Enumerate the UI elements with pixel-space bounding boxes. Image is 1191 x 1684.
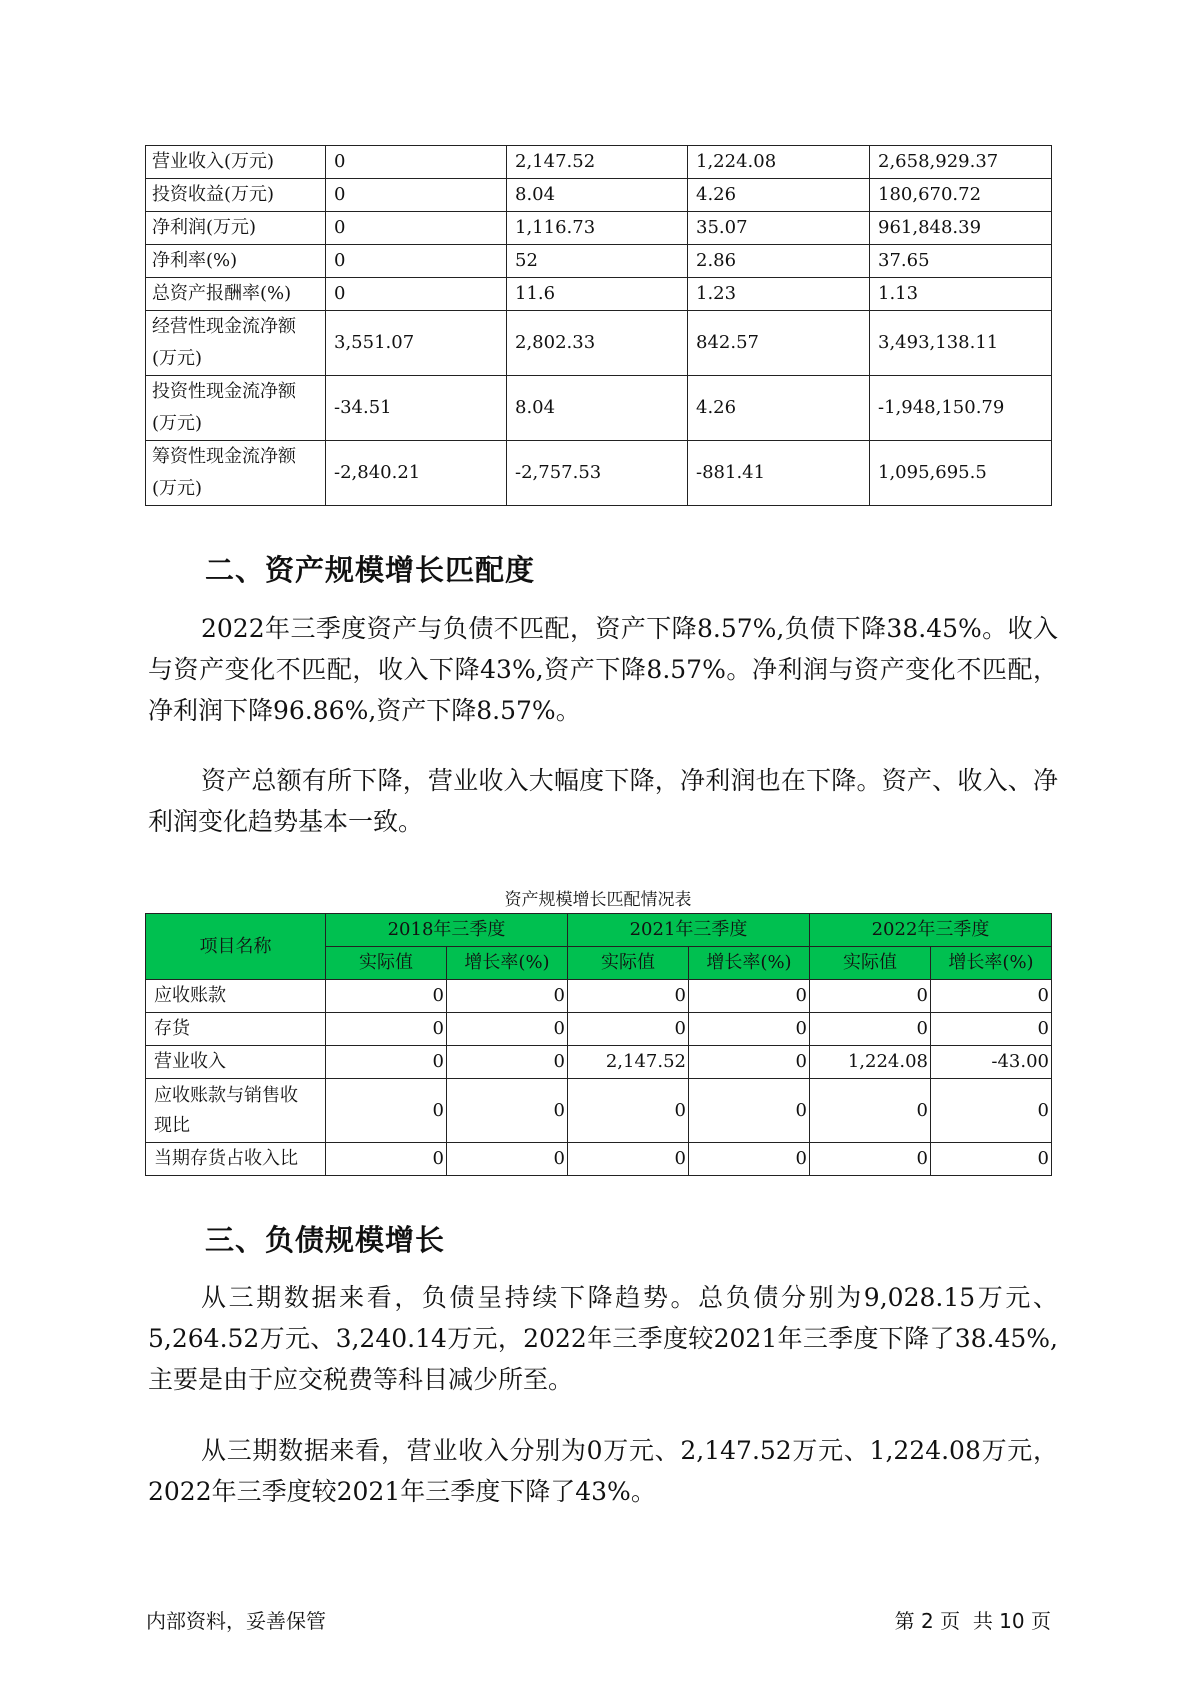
row-label: 总资产报酬率(%)	[146, 278, 326, 311]
cell: 0	[447, 980, 568, 1013]
cell: 1,224.08	[688, 146, 870, 179]
row-label	[146, 441, 326, 506]
table-row	[146, 441, 1052, 506]
cell: -2,840.21	[326, 441, 507, 506]
paragraph: 2022年三季度资产与负债不匹配，资产下降8.57%,负债下降38.45%。收入与资产变化不匹配，收入下降43%,资产下降8.57%。净利润与资产变化不匹配，净利润下降96.86%,资产下降8.57%。	[148, 614, 1058, 725]
cell: 0	[326, 1079, 447, 1143]
cell: 0	[689, 1143, 810, 1176]
row-label: 当期存货占收入比	[146, 1143, 326, 1176]
table-row	[146, 1013, 1052, 1046]
cell: -34.51	[326, 376, 507, 441]
table-row	[146, 278, 1052, 311]
cell: 0	[931, 1143, 1052, 1176]
cell: 2.86	[688, 245, 870, 278]
cell: 8.04	[507, 376, 688, 441]
cell: 0	[326, 212, 507, 245]
page-number: 第 2 页 共 10 页	[894, 1609, 1051, 1633]
cell: 961,848.39	[870, 212, 1052, 245]
cell: 0	[447, 1143, 568, 1176]
cell: 0	[931, 980, 1052, 1013]
cell: 2,147.52	[568, 1046, 689, 1079]
cell: 0	[326, 278, 507, 311]
cell: 1,224.08	[810, 1046, 931, 1079]
table-row	[146, 179, 1052, 212]
row-label: 营业收入	[146, 1046, 326, 1079]
cell: 0	[689, 980, 810, 1013]
cell: 1,095,695.5	[870, 441, 1052, 506]
cell: 0	[810, 1143, 931, 1176]
row-label: 应收账款	[146, 980, 326, 1013]
cell: 11.6	[507, 278, 688, 311]
cell: 0	[689, 1046, 810, 1079]
row-label	[146, 376, 326, 441]
cell: 1.13	[870, 278, 1052, 311]
section-heading: 二、资产规模增长匹配度	[205, 553, 536, 587]
row-label-line2: 现比	[154, 1114, 190, 1136]
table-row	[146, 311, 1052, 376]
cell: 2,147.52	[507, 146, 688, 179]
row-label-line1: 筹资性现金流净额	[152, 446, 296, 467]
cell: 0	[568, 1143, 689, 1176]
cell: 1.23	[688, 278, 870, 311]
header-row	[146, 914, 1052, 947]
table-row	[146, 1143, 1052, 1176]
cell: 0	[568, 1013, 689, 1046]
paragraph: 资产总额有所下降，营业收入大幅度下降，净利润也在下降。资产、收入、净利润变化趋势基本一致。	[148, 766, 1058, 836]
cell: 0	[447, 1079, 568, 1143]
header-period: 2021年三季度	[568, 914, 810, 947]
header-growth: 增长率(%)	[689, 947, 810, 980]
financial-indicators-table	[145, 145, 1052, 506]
row-label-line1: 应收账款与销售收	[154, 1084, 298, 1106]
cell: 4.26	[688, 179, 870, 212]
row-label-line1: 投资性现金流净额	[152, 381, 296, 402]
row-label: 营业收入(万元)	[146, 146, 326, 179]
cell: 2,802.33	[507, 311, 688, 376]
cell: 0	[568, 1079, 689, 1143]
cell: 3,493,138.11	[870, 311, 1052, 376]
cell: 52	[507, 245, 688, 278]
cell: 1,116.73	[507, 212, 688, 245]
header-period: 2022年三季度	[810, 914, 1052, 947]
cell: 0	[326, 179, 507, 212]
table-row	[146, 980, 1052, 1013]
cell: 0	[326, 1046, 447, 1079]
header-growth: 增长率(%)	[447, 947, 568, 980]
row-label-line1: 经营性现金流净额	[152, 316, 296, 337]
table-row	[146, 1079, 1052, 1143]
cell: 3,551.07	[326, 311, 507, 376]
cell: 0	[326, 980, 447, 1013]
row-label	[146, 1079, 326, 1143]
row-label: 存货	[146, 1013, 326, 1046]
asset-growth-match-table	[145, 913, 1052, 1176]
row-label	[146, 311, 326, 376]
cell: -881.41	[688, 441, 870, 506]
cell: 0	[689, 1013, 810, 1046]
cell: 2,658,929.37	[870, 146, 1052, 179]
row-label: 净利润(万元)	[146, 212, 326, 245]
footer-confidential: 内部资料，妥善保管	[146, 1609, 326, 1633]
cell: 0	[326, 1013, 447, 1046]
cell: 0	[931, 1013, 1052, 1046]
header-actual: 实际值	[326, 947, 447, 980]
cell: 0	[810, 1079, 931, 1143]
table-row	[146, 1046, 1052, 1079]
section-heading: 三、负债规模增长	[205, 1223, 446, 1257]
row-label-line2: (万元)	[152, 348, 203, 369]
table-row	[146, 376, 1052, 441]
table-row	[146, 146, 1052, 179]
table-caption: 资产规模增长匹配情况表	[504, 890, 692, 910]
cell: 37.65	[870, 245, 1052, 278]
cell: 0	[447, 1046, 568, 1079]
cell: 0	[810, 980, 931, 1013]
table-row	[146, 212, 1052, 245]
cell: 35.07	[688, 212, 870, 245]
paragraph: 从三期数据来看，负债呈持续下降趋势。总负债分别为9,028.15万元、5,264.52万元、3,240.14万元，2022年三季度较2021年三季度下降了38.45%,主要是由于应交税费等科目减少所至。	[148, 1283, 1058, 1394]
row-label-line2: (万元)	[152, 478, 203, 499]
cell: 180,670.72	[870, 179, 1052, 212]
cell: 0	[326, 1143, 447, 1176]
cell: 0	[689, 1079, 810, 1143]
cell: -2,757.53	[507, 441, 688, 506]
cell: -1,948,150.79	[870, 376, 1052, 441]
cell: 842.57	[688, 311, 870, 376]
cell: 0	[326, 245, 507, 278]
row-label: 投资收益(万元)	[146, 179, 326, 212]
header-actual: 实际值	[568, 947, 689, 980]
row-label: 净利率(%)	[146, 245, 326, 278]
table-row	[146, 245, 1052, 278]
cell: 0	[447, 1013, 568, 1046]
cell: 8.04	[507, 179, 688, 212]
cell: -43.00	[931, 1046, 1052, 1079]
header-actual: 实际值	[810, 947, 931, 980]
header-growth: 增长率(%)	[931, 947, 1052, 980]
header-period: 2018年三季度	[326, 914, 568, 947]
cell: 0	[931, 1079, 1052, 1143]
header-item-name: 项目名称	[146, 914, 326, 980]
paragraph: 从三期数据来看，营业收入分别为0万元、2,147.52万元、1,224.08万元，2022年三季度较2021年三季度下降了43%。	[148, 1436, 1058, 1506]
row-label-line2: (万元)	[152, 413, 203, 434]
cell: 0	[810, 1013, 931, 1046]
cell: 4.26	[688, 376, 870, 441]
cell: 0	[326, 146, 507, 179]
cell: 0	[568, 980, 689, 1013]
